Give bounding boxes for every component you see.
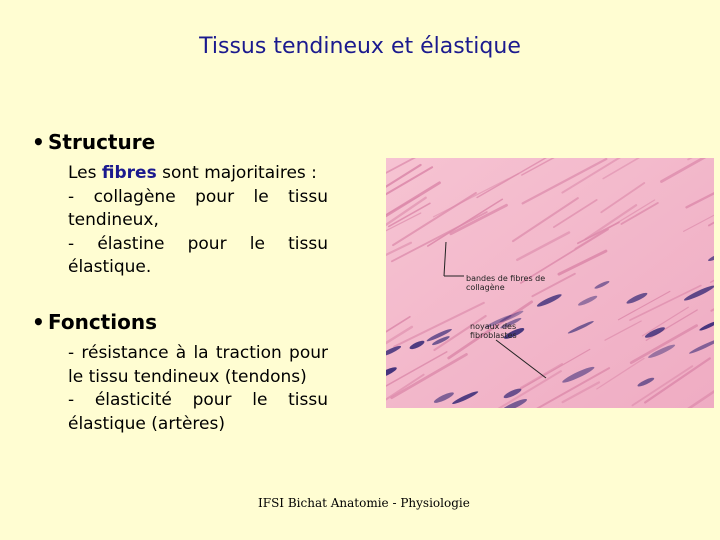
structure-elastin: - élastine pour le tissu élastique. xyxy=(68,233,328,277)
micrograph-image xyxy=(386,158,714,408)
collagen-label: bandes de fibres de xyxy=(466,274,546,283)
structure-text xyxy=(68,162,328,280)
section-heading-structure: • Structure xyxy=(32,130,156,154)
fonction-traction: - résistance à la traction pour le tissu tendineux (tendons) xyxy=(68,343,328,387)
tendon-micrograph xyxy=(386,158,714,408)
slide-title: Tissus tendineux et élastique xyxy=(199,34,521,59)
nuclei-label: noyaux des xyxy=(470,322,517,331)
nuclei-label-2: fibroblastes xyxy=(470,331,517,340)
structure-collagen: - collagène pour le tissu tendineux, xyxy=(68,186,328,230)
keyword-fibres: fibres xyxy=(101,163,157,183)
section-heading-fonctions: • Fonctions xyxy=(32,310,157,334)
slide-footer: IFSI Bichat Anatomie - Physiologie xyxy=(258,496,470,510)
bullet-icon: • xyxy=(32,310,45,334)
structure-intro: Les fibres sont majoritaires : xyxy=(68,163,317,183)
bullet-icon: • xyxy=(32,130,45,154)
fonction-elasticite: - élasticité pour le tissu élastique (artères) xyxy=(68,390,328,434)
fonctions-text xyxy=(68,342,328,436)
collagen-label-2: collagène xyxy=(466,283,505,292)
